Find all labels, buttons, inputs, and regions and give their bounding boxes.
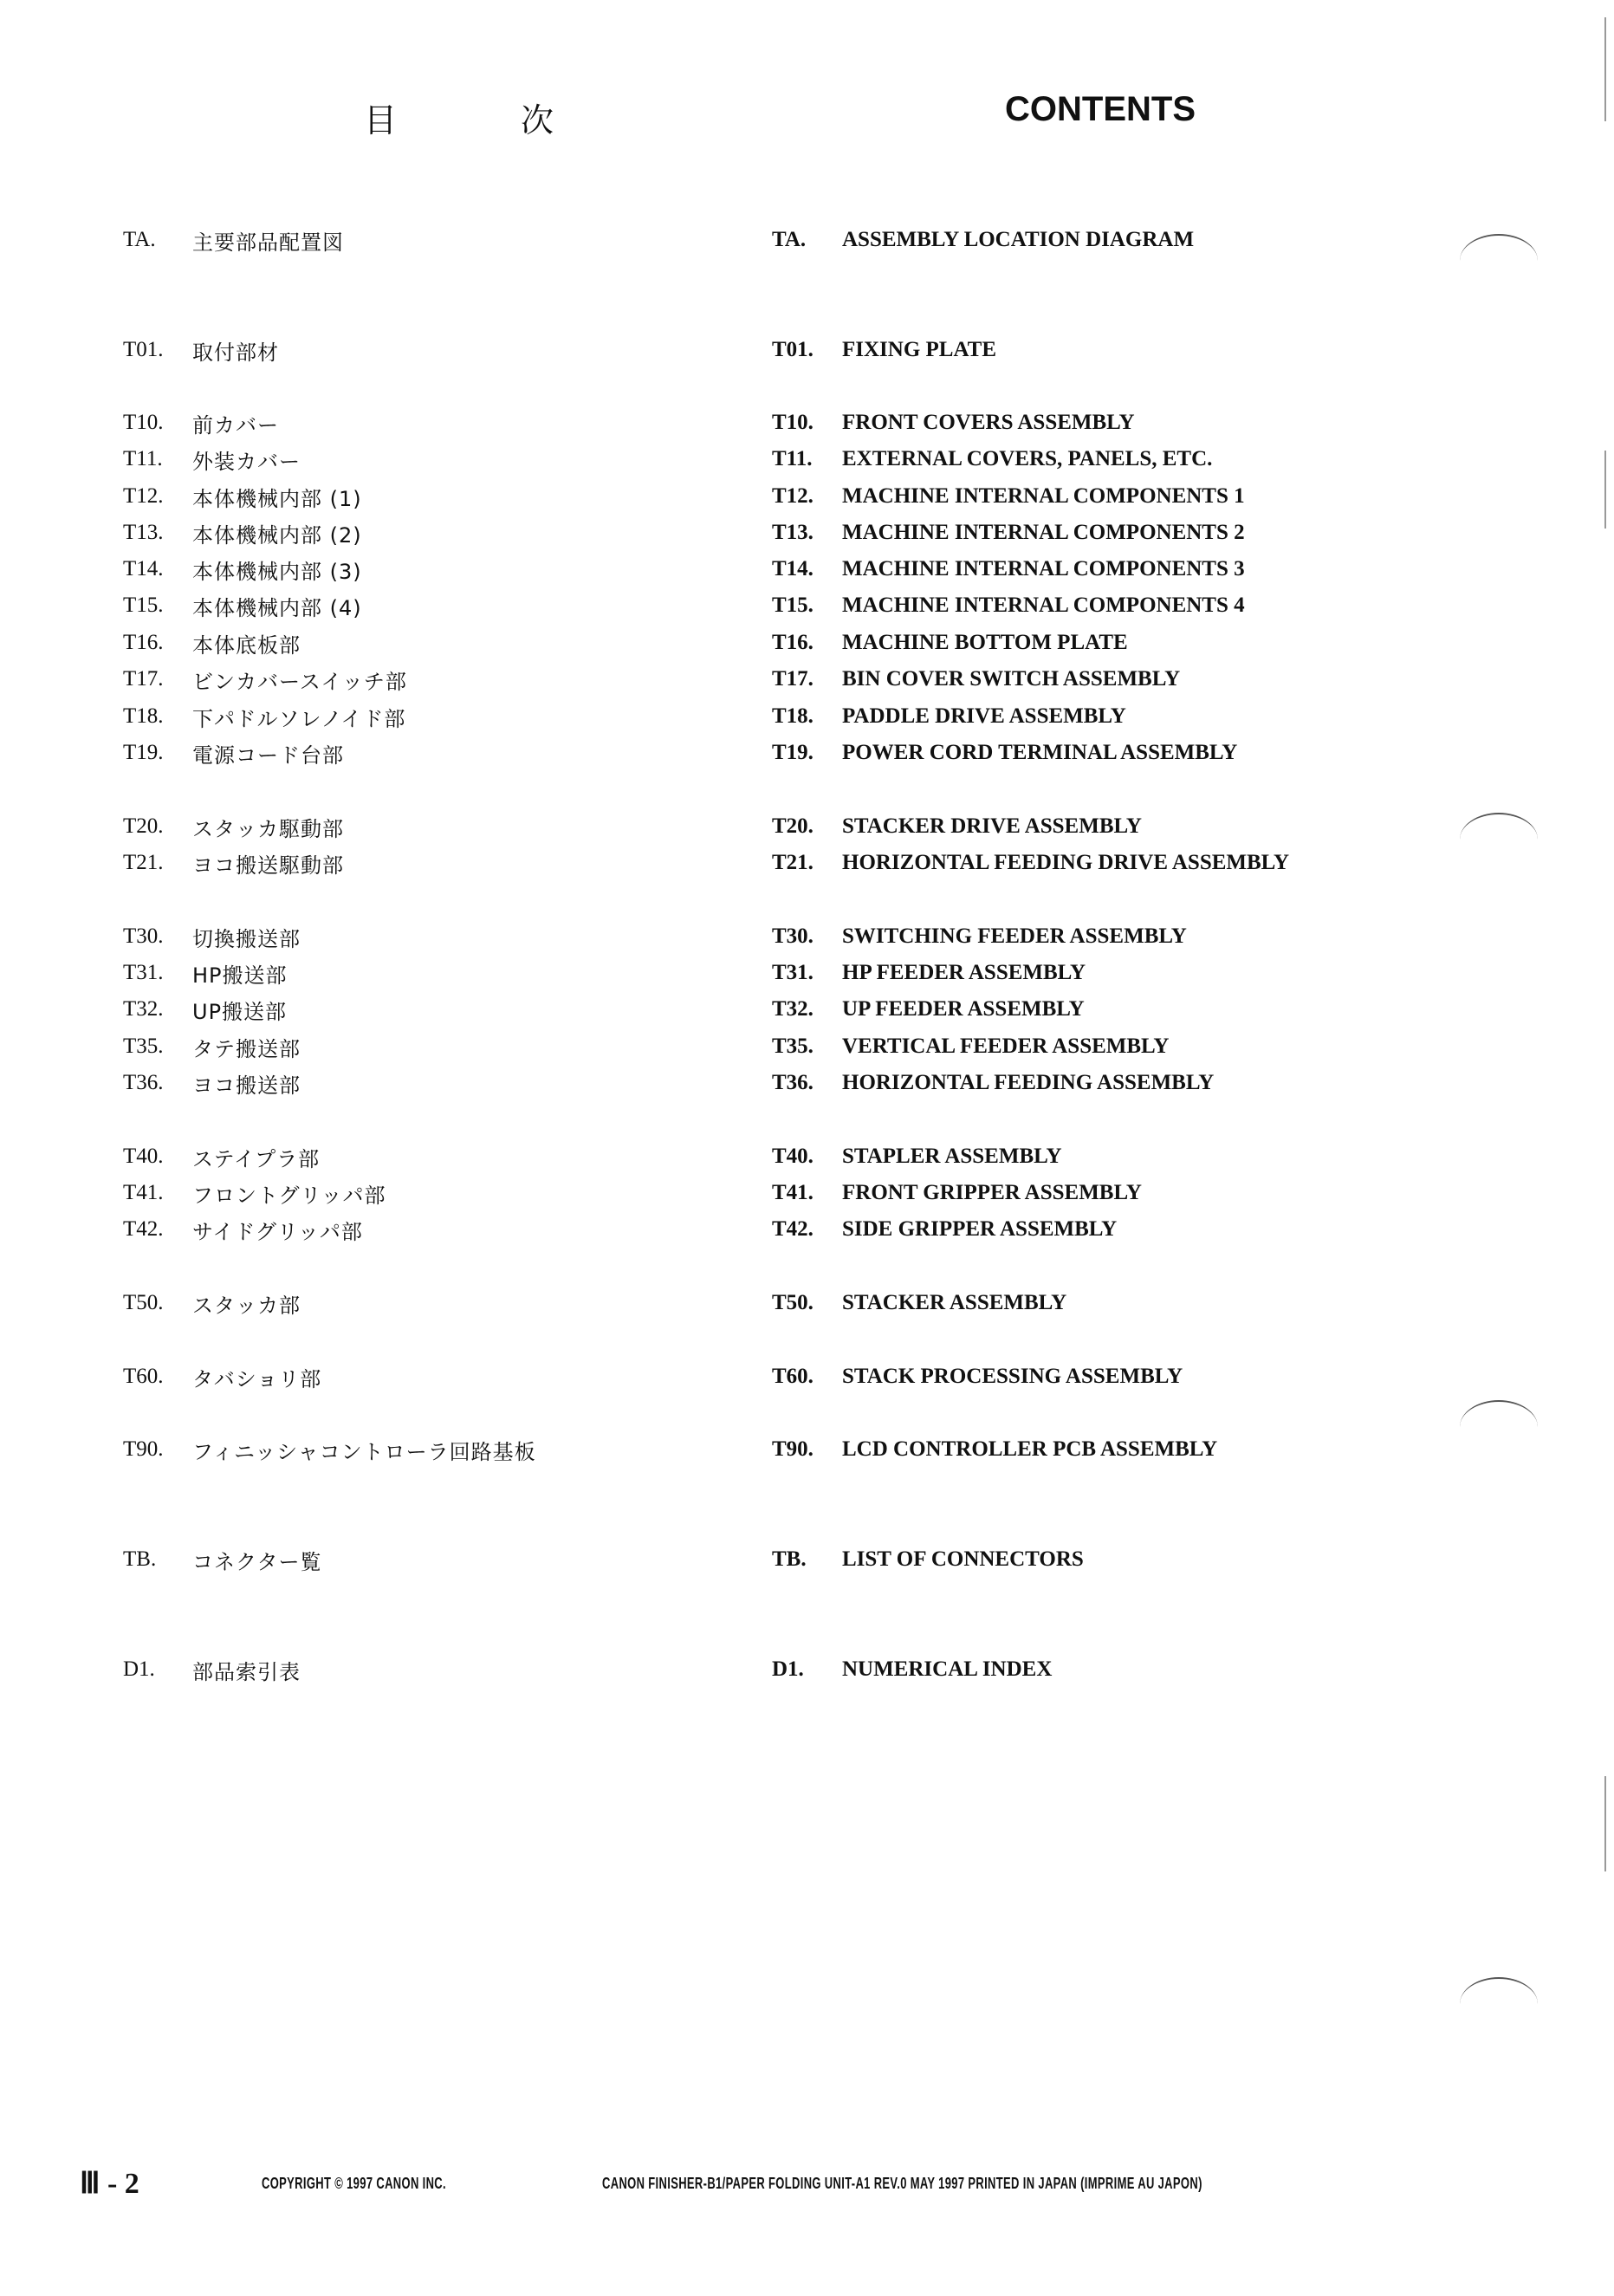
contents-entry xyxy=(123,1541,322,1578)
contents-entry xyxy=(772,1175,1142,1211)
entry-code: T11. xyxy=(772,447,813,470)
title-jp-char-1: 目 xyxy=(364,101,399,139)
contents-entry xyxy=(123,661,407,697)
entry-code: T17. xyxy=(772,667,813,691)
contents-entry xyxy=(123,551,362,587)
entry-label: HORIZONTAL FEEDING DRIVE ASSEMBLY xyxy=(842,851,1290,874)
entry-code: T90. xyxy=(123,1437,164,1461)
contents-entry xyxy=(772,515,1245,551)
entry-code: T35. xyxy=(772,1034,813,1058)
contents-entry xyxy=(772,1651,1052,1688)
entry-code: TA. xyxy=(772,228,807,251)
entry-label: 本体機械内部 (1) xyxy=(192,486,362,511)
entry-code: T14. xyxy=(123,557,164,580)
entry-code: T42. xyxy=(772,1217,813,1241)
contents-entry xyxy=(123,1065,301,1101)
entry-label: 本体機械内部 (4) xyxy=(192,595,362,620)
entry-code: T13. xyxy=(772,521,813,544)
binder-hole-mark xyxy=(1460,234,1538,288)
entry-label: 外装カバー xyxy=(192,449,301,474)
entry-code: T41. xyxy=(772,1181,813,1204)
contents-entry xyxy=(772,1065,1214,1101)
contents-entry xyxy=(123,478,362,515)
entry-code: TB. xyxy=(123,1547,157,1571)
entry-code: T21. xyxy=(772,851,813,874)
entry-code: T60. xyxy=(123,1365,164,1388)
contents-entry xyxy=(123,1285,301,1321)
entry-label: STACK PROCESSING ASSEMBLY xyxy=(842,1365,1183,1388)
entry-label: 本体底板部 xyxy=(192,632,301,658)
entry-code: T41. xyxy=(123,1181,164,1204)
contents-entry xyxy=(772,991,1085,1028)
entry-code: T20. xyxy=(772,814,813,838)
entry-code: T36. xyxy=(772,1071,813,1094)
publication-info: CANON FINISHER-B1/PAPER FOLDING UNIT-A1 REV.0 MAY 1997 PRINTED IN JAPAN (IMPRIME AU JAPON) xyxy=(602,2175,1202,2192)
entry-label: ヨコ搬送部 xyxy=(192,1073,301,1098)
entry-code: T30. xyxy=(772,924,813,948)
contents-entry xyxy=(772,918,1187,955)
entry-label: 切換搬送部 xyxy=(192,926,301,951)
page-title-english: CONTENTS xyxy=(1005,90,1196,128)
contents-entry xyxy=(772,441,1212,477)
contents-entry xyxy=(123,515,362,551)
entry-label: スタッカ駆動部 xyxy=(192,816,344,841)
entry-code: T11. xyxy=(123,447,163,470)
entry-label: MACHINE INTERNAL COMPONENTS 3 xyxy=(842,557,1245,580)
scan-edge-line xyxy=(1604,451,1606,529)
contents-entry xyxy=(123,405,279,441)
entry-label: STACKER ASSEMBLY xyxy=(842,1291,1067,1314)
entry-code: T12. xyxy=(772,484,813,508)
entry-label: MACHINE INTERNAL COMPONENTS 4 xyxy=(842,593,1245,617)
entry-code: T10. xyxy=(123,411,164,434)
contents-entry xyxy=(772,661,1180,697)
contents-entry xyxy=(772,551,1245,587)
contents-entry xyxy=(123,845,344,881)
entry-code: T50. xyxy=(123,1291,164,1314)
entry-label: STAPLER ASSEMBLY xyxy=(842,1145,1062,1168)
entry-code: T42. xyxy=(123,1217,164,1241)
entry-label: 前カバー xyxy=(192,412,279,438)
entry-label: フロントグリッパ部 xyxy=(192,1183,386,1208)
contents-entry xyxy=(772,955,1086,991)
binder-hole-mark xyxy=(1460,1400,1538,1454)
entry-code: T15. xyxy=(123,593,164,617)
entry-code: T35. xyxy=(123,1034,164,1058)
contents-entry xyxy=(772,1285,1066,1321)
entry-code: T40. xyxy=(772,1145,813,1168)
contents-entry xyxy=(772,625,1128,661)
scan-edge-line xyxy=(1604,1776,1606,1871)
entry-code: T60. xyxy=(772,1365,813,1388)
entry-code: T13. xyxy=(123,521,164,544)
entry-label: STACKER DRIVE ASSEMBLY xyxy=(842,814,1142,838)
contents-entry xyxy=(772,1541,1084,1578)
contents-entry xyxy=(772,698,1126,735)
entry-label: フィニッシャコントローラ回路基板 xyxy=(192,1439,536,1464)
contents-entry xyxy=(772,1028,1169,1065)
entry-label: VERTICAL FEEDER ASSEMBLY xyxy=(842,1034,1170,1058)
scan-edge-line xyxy=(1604,17,1606,121)
entry-label: ビンカバースイッチ部 xyxy=(192,669,407,694)
entry-label: SIDE GRIPPER ASSEMBLY xyxy=(842,1217,1118,1241)
entry-code: T31. xyxy=(123,961,164,984)
entry-label: PADDLE DRIVE ASSEMBLY xyxy=(842,704,1126,728)
entry-label: ASSEMBLY LOCATION DIAGRAM xyxy=(842,228,1195,251)
copyright-notice: COPYRIGHT © 1997 CANON INC. xyxy=(262,2175,446,2192)
entry-label: 主要部品配置図 xyxy=(192,230,344,255)
entry-code: T21. xyxy=(123,851,164,874)
contents-entry xyxy=(123,1431,536,1468)
contents-entry xyxy=(123,808,344,845)
entry-code: TB. xyxy=(772,1547,807,1571)
entry-label: HP FEEDER ASSEMBLY xyxy=(842,961,1086,984)
entry-label: 下パドルソレノイド部 xyxy=(192,706,406,731)
contents-entry xyxy=(123,625,301,661)
contents-entry xyxy=(772,1359,1183,1395)
contents-entry xyxy=(772,587,1245,624)
contents-entry xyxy=(123,991,287,1028)
entry-code: T18. xyxy=(772,704,813,728)
entry-label: UP FEEDER ASSEMBLY xyxy=(842,997,1085,1021)
entry-label: 取付部材 xyxy=(192,340,279,365)
entry-code: T36. xyxy=(123,1071,164,1094)
binder-hole-mark xyxy=(1460,813,1538,866)
contents-entry xyxy=(772,222,1194,258)
entry-label: EXTERNAL COVERS, PANELS, ETC. xyxy=(842,447,1213,470)
contents-entry xyxy=(772,332,996,368)
entry-code: D1. xyxy=(772,1657,804,1681)
entry-code: T14. xyxy=(772,557,813,580)
contents-entry xyxy=(772,845,1289,881)
entry-label: サイドグリッパ部 xyxy=(192,1219,363,1244)
entry-label: MACHINE INTERNAL COMPONENTS 2 xyxy=(842,521,1245,544)
entry-label: コネクター覧 xyxy=(192,1549,322,1574)
page-title-japanese xyxy=(364,94,554,141)
entry-label: ステイプラ部 xyxy=(192,1146,321,1171)
contents-entry xyxy=(123,222,344,258)
contents-entry xyxy=(772,478,1245,515)
page-number: Ⅲ - 2 xyxy=(80,2168,139,2200)
entry-code: T12. xyxy=(123,484,164,508)
contents-entry xyxy=(123,698,405,735)
entry-code: T17. xyxy=(123,667,164,691)
entry-label: UP搬送部 xyxy=(192,999,288,1024)
contents-entry xyxy=(123,587,362,624)
contents-entry xyxy=(123,441,301,477)
binder-hole-mark xyxy=(1460,1977,1538,2031)
entry-code: T01. xyxy=(123,338,164,361)
entry-label: POWER CORD TERMINAL ASSEMBLY xyxy=(842,741,1238,764)
entry-label: FRONT COVERS ASSEMBLY xyxy=(842,411,1135,434)
contents-entry xyxy=(772,735,1237,771)
contents-entry xyxy=(772,1138,1062,1175)
entry-code: T19. xyxy=(772,741,813,764)
entry-label: 本体機械内部 (3) xyxy=(192,559,362,584)
contents-entry xyxy=(123,1175,386,1211)
entry-label: 本体機械内部 (2) xyxy=(192,522,362,548)
entry-label: MACHINE BOTTOM PLATE xyxy=(842,631,1128,654)
entry-code: T32. xyxy=(123,997,164,1021)
entry-code: T18. xyxy=(123,704,164,728)
entry-code: T31. xyxy=(772,961,813,984)
entry-code: T40. xyxy=(123,1145,164,1168)
entry-label: LCD CONTROLLER PCB ASSEMBLY xyxy=(842,1437,1218,1461)
entry-label: HP搬送部 xyxy=(192,963,288,988)
entry-label: LIST OF CONNECTORS xyxy=(842,1547,1084,1571)
entry-label: NUMERICAL INDEX xyxy=(842,1657,1053,1681)
entry-label: SWITCHING FEEDER ASSEMBLY xyxy=(842,924,1187,948)
entry-label: MACHINE INTERNAL COMPONENTS 1 xyxy=(842,484,1245,508)
entry-code: T16. xyxy=(123,631,164,654)
entry-label: BIN COVER SWITCH ASSEMBLY xyxy=(842,667,1181,691)
entry-code: T90. xyxy=(772,1437,813,1461)
entry-code: TA. xyxy=(123,228,156,251)
entry-label: FRONT GRIPPER ASSEMBLY xyxy=(842,1181,1142,1204)
contents-entry xyxy=(123,1028,301,1065)
contents-entry xyxy=(123,332,279,368)
contents-entry xyxy=(772,808,1142,845)
entry-label: HORIZONTAL FEEDING ASSEMBLY xyxy=(842,1071,1215,1094)
contents-entry xyxy=(123,735,344,771)
contents-entry xyxy=(123,918,301,955)
entry-code: D1. xyxy=(123,1657,155,1681)
entry-code: T10. xyxy=(772,411,813,434)
entry-label: 電源コード台部 xyxy=(192,743,344,768)
contents-entry xyxy=(123,1211,363,1248)
contents-entry xyxy=(772,1431,1217,1468)
contents-entry xyxy=(123,1651,301,1688)
entry-label: 部品索引表 xyxy=(192,1659,301,1684)
contents-entry xyxy=(772,405,1135,441)
entry-code: T16. xyxy=(772,631,813,654)
entry-label: スタッカ部 xyxy=(192,1293,301,1318)
entry-code: T01. xyxy=(772,338,813,361)
entry-code: T30. xyxy=(123,924,164,948)
contents-entry xyxy=(123,1138,320,1175)
entry-code: T19. xyxy=(123,741,164,764)
entry-label: タテ搬送部 xyxy=(192,1036,301,1061)
entry-code: T32. xyxy=(772,997,813,1021)
entry-code: T20. xyxy=(123,814,164,838)
contents-entry xyxy=(123,955,288,991)
page-footer xyxy=(0,2166,1614,2201)
entry-code: T15. xyxy=(772,593,813,617)
entry-label: タバショリ部 xyxy=(192,1366,322,1391)
contents-entry xyxy=(123,1359,321,1395)
title-jp-char-2: 次 xyxy=(520,101,554,139)
contents-entry xyxy=(772,1211,1117,1248)
entry-label: FIXING PLATE xyxy=(842,338,997,361)
entry-label: ヨコ搬送駆動部 xyxy=(192,853,344,878)
entry-code: T50. xyxy=(772,1291,813,1314)
